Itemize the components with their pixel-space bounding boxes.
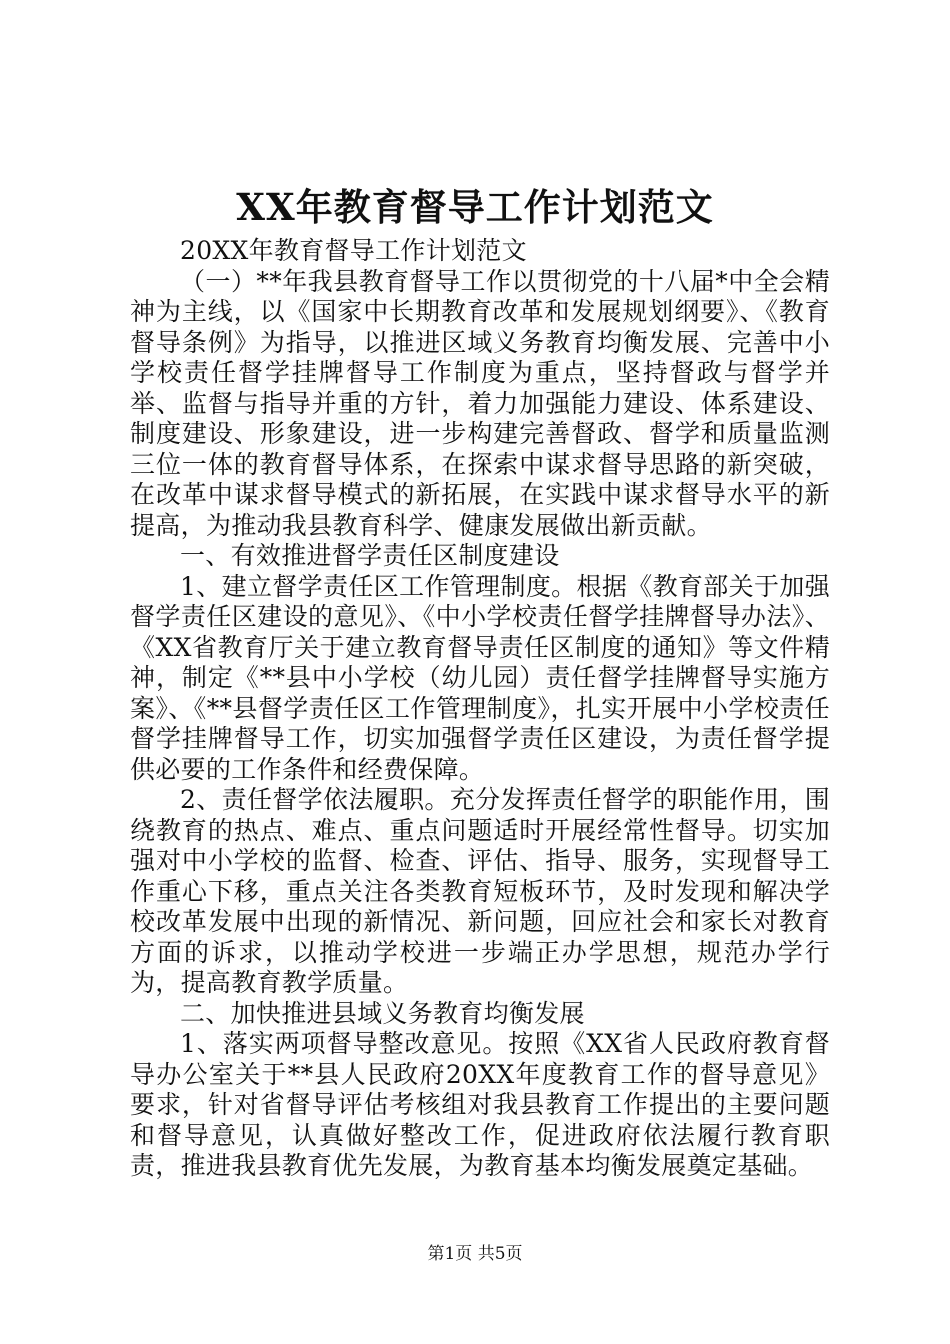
- page-footer: 第1页 共5页: [427, 1244, 523, 1264]
- paragraph-subtitle: 20XX年教育督导工作计划范文: [180, 236, 527, 265]
- section-heading-1: 一、有效推进督学责任区制度建设: [180, 541, 560, 570]
- paragraph-intro: （一）**年我县教育督导工作以贯彻党的十八届*中全会精神为主线，以《国家中长期教育改革和发展规划纲要》、《教育督导条例》为指导，以推进区域义务教育均衡发展、完善中小学校责任督学挂牌督导工作制度为重点，坚持督政与督学并举、监督与指导并重的方针，着力加强能力建设、体系建设、制度建设、形象建设，进一步构建完善督政、督学和质量监测三位一体的教育督导体系，在探索中谋求督导思路的新突破，在改革中谋求督导模式的新拓展，在实践中谋求督导水平的新提高，为推动我县教育科学、健康发展做出新贡献。: [130, 266, 830, 540]
- paragraph-1-2: 2、责任督学依法履职。充分发挥责任督学的职能作用，围绕教育的热点、难点、重点问题适时开展经常性督导。切实加强对中小学校的监督、检查、评估、指导、服务，实现督导工作重心下移，重点关注各类教育短板环节，及时发现和解决学校改革发展中出现的新情况、新问题，回应社会和家长对教育方面的诉求，以推动学校进一步端正办学思想，规范办学行为，提高教育教学质量。: [130, 785, 830, 997]
- document-title: XX年教育督导工作计划范文: [236, 185, 714, 229]
- paragraph-1-1: 1、建立督学责任区工作管理制度。根据《教育部关于加强督学责任区建设的意见》、《中小学校责任督学挂牌督导办法》、《XX省教育厅关于建立教育督导责任区制度的通知》等文件精神，制定《**县中小学校（幼儿园）责任督学挂牌督导实施方案》、《**县督学责任区工作管理制度》，扎实开展中小学校责任督学挂牌督导工作，切实加强督学责任区建设，为责任督学提供必要的工作条件和经费保障。: [130, 571, 830, 784]
- section-heading-2: 二、加快推进县域义务教育均衡发展: [180, 998, 585, 1028]
- document-body: [130, 236, 830, 1182]
- paragraph-2-1: 1、落实两项督导整改意见。按照《XX省人民政府教育督导办公室关于**县人民政府20XX年度教育工作的督导意见》要求，针对省督导评估考核组对我县教育工作提出的主要问题和督导意见，认真做好整改工作，促进政府依法履行教育职责，推进我县教育优先发展，为教育基本均衡发展奠定基础。: [130, 1029, 830, 1180]
